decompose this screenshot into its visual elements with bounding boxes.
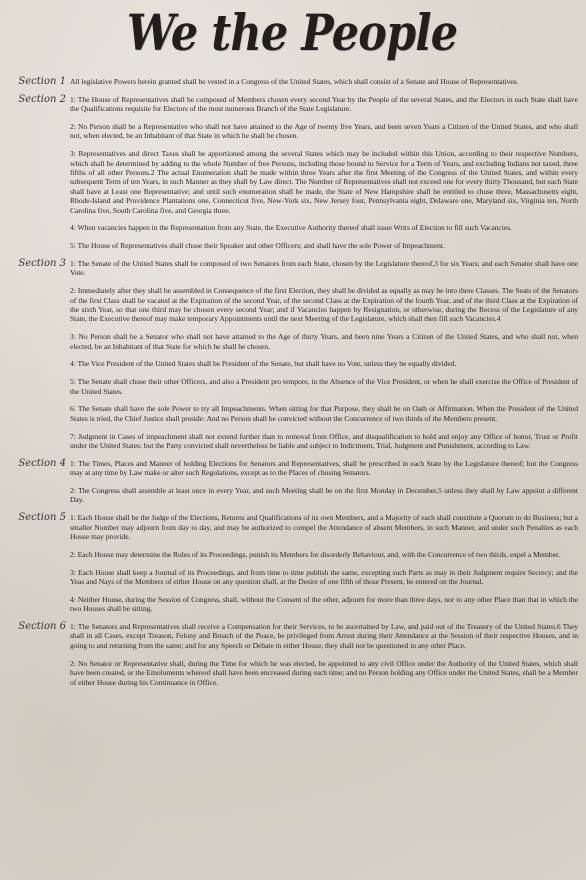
section-label: Section 2 — [18, 93, 66, 105]
section-label: Section 4 — [18, 457, 66, 469]
section-label: Section 1 — [18, 76, 66, 87]
masthead-title: We the People — [126, 3, 458, 62]
clause: 2: The Congress shall assemble at least once in every Year, and such Meeting shall be on the first Monday in December,5 unless they shall by Law appoint a different Day. — [70, 486, 578, 505]
clause: 7: Judgment in Cases of impeachment shall not extend further than to removal from Office, and disqualification to hold and enjoy any Office of honor, Trust or Profit under the United States: but the Party convicted shall nevertheless be liable and subject to Indictment, Trial, Judgment and Punishment, according to Law. — [70, 431, 578, 451]
section-clauses — [70, 95, 578, 259]
clause: 3: Representatives and direct Taxes shall be apportioned among the several States which may be included within this Union, according to their respective Numbers, which shall be determined by adding to the whole Number of free Persons, including those bound to Service for a Term of Years, and excluding Indians not taxed, three fifths of all other Persons.2 The actual Enumeration shall be made within three Years after the first Meeting of the Congress of the United States, and within every subsequent Term of ten Years, in such Manner as they shall by Law direct. The Number of Representatives shall not exceed one for every thirty Thousand, but each State shall have at Least one Representative; and until such enumeration shall be made, the State of New Hampshire shall be entitled to chuse three, Massachusetts eight, Rhode-Island and Providence Plantations one, Connecticut five, New-York six, New Jersey four, Pennsylvania eight, Delaware one, Maryland six, Virginia ten, North Carolina five, South Carolina five, and Georgia three. — [70, 149, 578, 215]
section-5 — [6, 513, 578, 622]
masthead — [6, 0, 578, 66]
section-label: Section 3 — [18, 258, 66, 270]
section-clauses — [70, 622, 578, 695]
clause: 4: When vacancies happen in the Representation from any State, the Executive Authority thereof shall issue Writs of Election to fill such Vacancies. — [70, 223, 512, 233]
clause: 2: Each House may determine the Rules of its Proceedings, punish its Members for disorderly Behaviour, and, with the Concurrence of two thirds, expel a Member. — [70, 549, 560, 559]
section-1 — [6, 77, 578, 95]
section-3 — [6, 259, 578, 459]
clause: 2: No Person shall be a Representative who shall not have attained to the Age of twenty five Years, and been seven Years a Citizen of the United States, and who shall not, when elected, be an Inhabitant of that State in which he shall be chosen. — [70, 122, 578, 141]
clause: 4: The Vice President of the United States shall be President of the Senate, but shall have no Vote, unless they be equally divided. — [70, 359, 457, 369]
clause: 2: Immediately after they shall be assembled in Consequence of the first Election, they shall be divided as equally as may be into three Classes. The Seats of the Senators of the first Class shall be vacated at the Expiration of the second Year, of the second Class at the Expiration of the fourth Year, and of the third Class at the Expiration of the sixth Year, so that one third may be chosen every second Year; and if Vacancies happen by Resignation, or otherwise, during the Recess of the Legislature of any State, the Executive thereof may make temporary Appointments until the next Meeting of the Legislature, which shall then fill such Vacancies.4 — [70, 286, 578, 324]
clause: 1: The House of Representatives shall be composed of Members chosen every second Year by the People of the several States, and the Electors in each State shall have the Qualifications requisite for Electors of the most numerous Branch of the State Legislature. — [70, 94, 578, 114]
section-clauses — [70, 77, 578, 95]
clause: 5: The Senate shall chuse their other Officers, and also a President pro tempore, in the Absence of the Vice President, or when he shall exercise the Office of President of the United States. — [70, 377, 578, 396]
clause: 1: The Times, Places and Manner of holding Elections for Senators and Representatives, shall be prescribed in each State by the Legislature thereof; but the Congress may at any time by Law make or alter such Regulations, except as to the Places of chusing Senators. — [70, 458, 578, 478]
clause: 3: No Person shall be a Senator who shall not have attained to the Age of thirty Years, and been nine Years a Citizen of the United States, and who shall not, when elected, be an Inhabitant of that State for which he shall be chosen. — [70, 332, 578, 351]
section-clauses — [70, 459, 578, 513]
section-label: Section 6 — [18, 621, 66, 633]
clause: 2: No Senator or Representative shall, during the Time for which he was elected, be appointed to any civil Office under the Authority of the United States, which shall have been created, or the Emoluments whereof shall have been encreased during such time; and no Person holding any Office under the United States, shall be a Member of either House during his Continuance in Office. — [70, 658, 578, 687]
clause: 4: Neither House, during the Session of Congress, shall, without the Consent of the other, adjourn for more than three days, nor to any other Place than that in which the two Houses shall be sitting. — [70, 594, 578, 614]
clause: 3: Each House shall keep a Journal of its Proceedings, and from time to time publish the same, excepting such Parts as may in their Judgment require Secrecy; and the Yeas and Nays of the Members of either House on any question shall, at the Desire of one fifth of those Present, be entered on the Journal. — [70, 567, 578, 587]
clause: 1: The Senate of the United States shall be composed of two Senators from each State, chosen by the Legislature thereof,3 for six Years; and each Senator shall have one Vote. — [70, 259, 578, 278]
section-clauses — [70, 513, 578, 622]
section-2 — [6, 95, 578, 259]
clause: 5: The House of Representatives shall chuse their Speaker and other Officers; and shall have the sole Power of Impeachment. — [70, 241, 445, 251]
clause: 6: The Senate shall have the sole Power to try all Impeachments. When sitting for that Purpose, they shall be on Oath or Affirmation. When the President of the United States is tried, the Chief Justice shall preside: And no Person shall be convicted without the Concurrence of two thirds of the Members present. — [70, 404, 578, 423]
section-clauses — [70, 259, 578, 459]
clause: 1: The Senators and Representatives shall receive a Compensation for their Services, to be ascertained by Law, and paid out of the Treasury of the United States.6 They shall in all Cases, except Treason, Felony and Breach of the Peace, be privileged from Arrest during their Attendance at the Session of their respective Houses, and in going to and returning from the same; and for any Speech or Debate in either House, they shall not be questioned in any other Place. — [70, 622, 578, 650]
clause: 1: Each House shall be the Judge of the Elections, Returns and Qualifications of its own Members, and a Majority of each shall constitute a Quorum to do Business; but a smaller Number may adjourn from day to day, and may be authorized to compel the Attendance of absent Members, in such Manner, and under such Penalties as each House may provide. — [70, 513, 578, 542]
section-6 — [6, 622, 578, 695]
clause: All legislative Powers herein granted shall be vested in a Congress of the United States, which shall consist of a Senate and House of Representatives. — [70, 77, 519, 86]
section-4 — [6, 459, 578, 513]
section-label: Section 5 — [18, 512, 66, 524]
